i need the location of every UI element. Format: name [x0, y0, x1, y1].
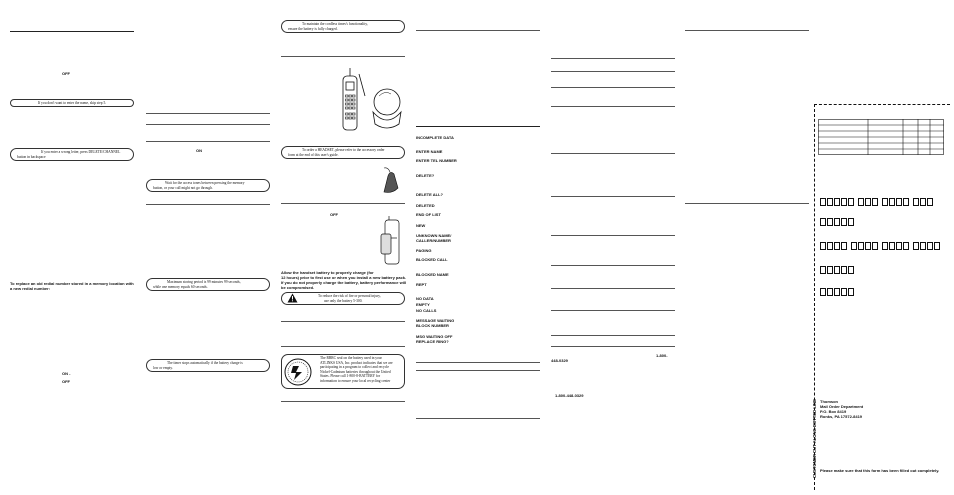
- form-box[interactable]: [841, 242, 847, 250]
- col3-rbrc-line6: information to ensure your local recycling center: [320, 378, 391, 383]
- cordless-phone-icon: [343, 68, 357, 130]
- col1-off-label: OFF: [62, 71, 70, 76]
- msg-blocked-call: BLOCKED CALL: [416, 257, 448, 262]
- col5-rule-8: [551, 265, 675, 266]
- msg-empty: EMPTY: [416, 302, 430, 307]
- msg-paging: PAGING: [416, 248, 432, 253]
- col3-charge-text-line3: If you do not properly charge the battery, battery performance will: [281, 280, 407, 285]
- col5-phone-a: 1-800-: [656, 353, 668, 358]
- msg-delete: DELETE?: [416, 173, 435, 178]
- col3-rbrc-line2: ATLINKS USA, Inc. product indicates that we are: [320, 360, 393, 365]
- col3-rule-1: [281, 56, 405, 57]
- col3-rule-2: [281, 203, 405, 204]
- col2-rule-3: [146, 141, 270, 142]
- col3-note-headset: [281, 146, 405, 159]
- col2-on-label: ON: [196, 148, 202, 153]
- col1-note-wrong-letter-line2: button in backspace: [17, 154, 46, 159]
- msg-waiting-off: MSG WAITING OFF: [416, 334, 453, 339]
- form-box[interactable]: [865, 242, 871, 250]
- col5-rule-7: [551, 235, 675, 236]
- form-box[interactable]: [848, 218, 854, 226]
- form-address-line3: P.O. Box 8419: [820, 409, 847, 414]
- col3-off-label: OFF: [330, 212, 338, 217]
- col3-note-functionality-line2: ensure the battery is fully charged.: [288, 26, 338, 31]
- cut-along-dotted-line-label: CUSTOMER CUT ALONG DOTTED LINE: [812, 399, 817, 478]
- col2-note-timer-stops-line1: The timer stops automatically if the battery charge is: [167, 361, 243, 365]
- col3-rbrc-line5: States. Please call 1-800-8-BATTERY for: [320, 374, 381, 379]
- col6-top-rule: [685, 30, 809, 31]
- col2-note-storing-period: [146, 278, 270, 291]
- col4-rule-4: [416, 370, 540, 371]
- col3-charge-text-line4: be compromised.: [281, 285, 315, 290]
- form-box[interactable]: [882, 198, 888, 206]
- form-box[interactable]: [848, 288, 854, 296]
- msg-no-calls: NO CALLS: [416, 308, 437, 313]
- col3-rule-3: [281, 321, 405, 322]
- col1-top-rule: [10, 31, 134, 32]
- form-box[interactable]: [848, 266, 854, 274]
- col3-note-headset-line1: To order a HEADSET, please refer to the accessory order: [302, 148, 385, 152]
- form-box[interactable]: [896, 242, 902, 250]
- form-entry-row-2[interactable]: [820, 218, 855, 226]
- form-entry-row-1[interactable]: [820, 198, 934, 206]
- msg-enter-tel-number: ENTER TEL NUMBER: [416, 158, 457, 163]
- col2-rule-1: [146, 113, 270, 114]
- form-box[interactable]: [903, 198, 909, 206]
- col1-off-label2: OFF: [62, 379, 70, 384]
- battery-install-illustration: [377, 216, 405, 266]
- form-box[interactable]: [889, 198, 895, 206]
- col4-rule-3: [416, 362, 540, 363]
- order-form-table-grid: [818, 119, 944, 155]
- form-box[interactable]: [827, 266, 833, 274]
- col2-note-timer-stops: [146, 359, 270, 372]
- col3-caution-note: [281, 292, 405, 305]
- col1-replace-heading-line1: To replace an old redial number stored in a memory location with: [10, 281, 134, 286]
- col3-caution-line1: To reduce the risk of fire or personal injury,: [318, 294, 381, 298]
- col5-rule-9: [551, 288, 675, 289]
- form-box[interactable]: [903, 242, 909, 250]
- col2-note-access-tones-line2: button, or your call might not go through.: [153, 185, 213, 190]
- form-box[interactable]: [820, 266, 826, 274]
- col5-rule-10: [551, 310, 675, 311]
- msg-message-waiting: MESSAGE WAITING: [416, 318, 455, 323]
- col3-note-headset-line2: form at the end of this user's guide.: [288, 152, 339, 157]
- form-box[interactable]: [882, 242, 888, 250]
- form-box[interactable]: [920, 198, 926, 206]
- form-box[interactable]: [834, 266, 840, 274]
- form-entry-row-3[interactable]: [820, 242, 941, 250]
- form-address-line2: Mail Order Department: [820, 404, 864, 409]
- msg-end-of-list: END OF LIST: [416, 212, 441, 217]
- col3-note-functionality-line1: To maintain the cordless times's functionality,: [302, 22, 368, 26]
- form-address-line1: Thomson: [820, 399, 838, 404]
- col3-charge-text-line2: 12 hours) prior to first use or when you install a new battery pack.: [281, 275, 407, 280]
- form-box[interactable]: [827, 218, 833, 226]
- msg-deleted: DELETED: [416, 203, 435, 208]
- col1-replace-heading-line2: a new redial number:: [10, 286, 51, 291]
- msg-caller-number: CALLER/NUMBER: [416, 238, 451, 243]
- form-box[interactable]: [834, 218, 840, 226]
- form-box[interactable]: [934, 242, 940, 250]
- col2-rule-4: [146, 204, 270, 205]
- form-box[interactable]: [927, 242, 933, 250]
- form-box[interactable]: [820, 218, 826, 226]
- form-box[interactable]: [913, 198, 919, 206]
- col5-rule-3: [551, 87, 675, 88]
- form-box[interactable]: [820, 198, 826, 206]
- col1-note-wrong-letter-line1: If you enter a wrong letter, press DELETE/CHANNEL: [41, 150, 121, 154]
- msg-enter-name: ENTER NAME: [416, 149, 443, 154]
- col4-rule-5: [416, 418, 540, 419]
- col3-rbrc-line4: Nickel-Cadmium batteries throughout the United: [320, 369, 391, 374]
- msg-new: NEW: [416, 223, 426, 228]
- msg-no-data: NO DATA: [416, 296, 434, 301]
- form-footer-note: Please make sure that this form has been filled out completely.: [820, 468, 940, 473]
- col3-rbrc-line1: The RBRC seal on the battery used in your: [320, 356, 382, 360]
- col2-note-access-tones-line1: Wait for the access tones between pressing the memory: [165, 181, 245, 185]
- col5-rule-6: [551, 196, 675, 197]
- msg-block-number: BLOCK NUMBER: [416, 323, 449, 328]
- form-box[interactable]: [858, 198, 864, 206]
- col2-note-storing-period-line2: while one memory equals 60 seconds.: [153, 284, 208, 289]
- col1-note-wrong-letter: [10, 148, 134, 161]
- col1-note-skip-step-text: If you don't want to enter the name, skip step 5.: [37, 101, 107, 105]
- form-box[interactable]: [841, 218, 847, 226]
- form-box[interactable]: [865, 198, 871, 206]
- col5-rule-4: [551, 106, 675, 107]
- form-box[interactable]: [848, 198, 854, 206]
- msg-rept: REPT: [416, 282, 427, 287]
- form-box[interactable]: [820, 288, 826, 296]
- col4-rule-2: [416, 126, 540, 127]
- form-box[interactable]: [834, 198, 840, 206]
- col3-note-functionality: [281, 20, 405, 33]
- form-box[interactable]: [851, 242, 857, 250]
- headset-illustration: [378, 166, 404, 194]
- form-box[interactable]: [827, 288, 833, 296]
- col2-note-timer-stops-line2: low or empty.: [153, 365, 173, 370]
- msg-unknown-name: UNKNOWN NAME/: [416, 233, 452, 238]
- form-entry-row-5[interactable]: [820, 288, 855, 296]
- form-box[interactable]: [827, 242, 833, 250]
- col5-phone-b: 448-0329: [551, 358, 568, 363]
- form-box[interactable]: [841, 266, 847, 274]
- msg-replace-ring: REPLACE RING?: [416, 339, 449, 344]
- form-box[interactable]: [841, 288, 847, 296]
- col5-rule-11: [551, 335, 675, 336]
- col3-charge-text-line1: Allow the handset battery to properly charge (for: [281, 270, 374, 275]
- order-form-table: [818, 119, 944, 155]
- rbrc-seal-icon: [284, 358, 312, 386]
- msg-blocked-name: BLOCKED NAME: [416, 272, 449, 277]
- col6-mid-rule: [685, 203, 809, 204]
- battery-pack-icon: [381, 216, 399, 264]
- charging-base-icon: [359, 74, 401, 128]
- caution-warning-icon: [287, 293, 298, 303]
- msg-delete-all: DELETE ALL?: [416, 192, 443, 197]
- col2-rule-2: [146, 124, 270, 125]
- col2-note-access-tones: [146, 179, 270, 192]
- headset-icon: [384, 168, 398, 193]
- form-box[interactable]: [827, 198, 833, 206]
- handset-charger-illustration: [335, 68, 405, 134]
- form-box[interactable]: [913, 242, 919, 250]
- form-box[interactable]: [872, 242, 878, 250]
- form-box[interactable]: [896, 198, 902, 206]
- form-address-line4: Ronks, PA 17572-8419: [820, 414, 863, 419]
- col3-rule-5: [281, 401, 405, 402]
- col1-on-dash: ON -: [62, 371, 71, 376]
- col3-rule-4: [281, 346, 405, 347]
- msg-incomplete-data: INCOMPLETE DATA: [416, 135, 454, 140]
- form-box[interactable]: [820, 242, 826, 250]
- order-form-cut-border: [814, 104, 950, 490]
- col5-rule-5: [551, 153, 675, 154]
- col4-rule-1: [416, 30, 540, 31]
- form-box[interactable]: [920, 242, 926, 250]
- col3-caution-line2: use only the battery 5-300.: [324, 298, 363, 303]
- form-box[interactable]: [841, 198, 847, 206]
- col1-note-skip-step: [10, 99, 134, 107]
- col5-rule-2: [551, 71, 675, 72]
- form-box[interactable]: [889, 242, 895, 250]
- col5-rule-1: [551, 58, 675, 59]
- form-entry-row-4[interactable]: [820, 266, 855, 274]
- form-box[interactable]: [872, 198, 878, 206]
- col2-note-storing-period-line1: Maximum storing period is 99 minutes 99 seconds,: [167, 280, 241, 284]
- col3-rbrc-line3: participating in a program to collect and recycle: [320, 365, 389, 370]
- form-box[interactable]: [834, 288, 840, 296]
- col5-rule-12: [551, 346, 675, 347]
- form-box[interactable]: [858, 242, 864, 250]
- form-box[interactable]: [834, 242, 840, 250]
- form-box[interactable]: [927, 198, 933, 206]
- col5-phone-c: 1-800-448-0329: [555, 393, 584, 398]
